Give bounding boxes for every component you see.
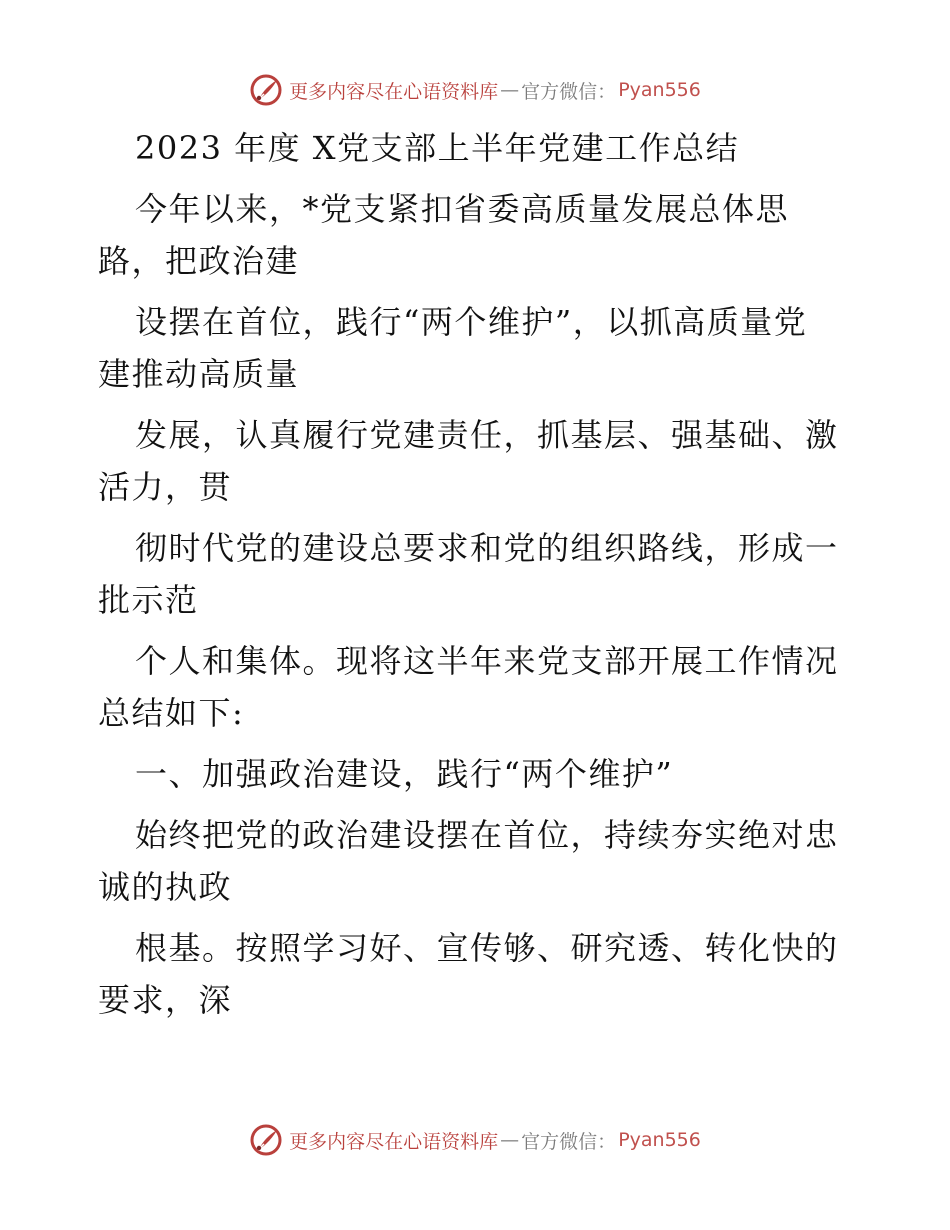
document-title: 2023 年度 X党支部上半年党建工作总结	[135, 129, 740, 167]
paragraph-line: 批示范	[98, 581, 199, 619]
paragraph-line: 建推动高质量	[98, 355, 300, 393]
paragraph-line: 路，把政治建	[98, 242, 300, 280]
paragraph-line: 根基。按照学习好、宣传够、研究透、转化快的	[135, 929, 839, 967]
footer-watermark	[0, 1120, 950, 1160]
watermark-wechat-label: 官方微信：	[521, 1130, 617, 1153]
header-watermark	[0, 70, 950, 110]
document-body	[98, 122, 854, 1026]
paragraph-line: 要求，深	[98, 981, 233, 1019]
paragraph-line: 发展，认真履行党建责任，抓基层、强基础、激	[135, 416, 839, 454]
paragraph-line: 个人和集体。现将这半年来党支部开展工作情况	[135, 642, 839, 680]
watermark-wechat-id: Pyan556	[618, 1129, 701, 1151]
paragraph-line: 活力，贯	[98, 468, 233, 506]
paragraph-line: 设摆在首位，践行“两个维护”，以抓高质量党	[135, 303, 808, 341]
watermark-dash: —	[500, 1129, 520, 1151]
feather-pen-logo-icon	[249, 73, 283, 107]
watermark-dash: —	[500, 79, 520, 101]
watermark-wechat-id: Pyan556	[618, 79, 701, 101]
paragraph-line: 诚的执政	[98, 868, 233, 906]
watermark-site-text: 更多内容尽在心语资料库	[289, 1130, 499, 1153]
paragraph-line: 总结如下:	[98, 694, 245, 732]
paragraph-line: 彻时代党的建设总要求和党的组织路线，形成一	[135, 529, 839, 567]
section-heading: 一、加强政治建设，践行“两个维护”	[135, 755, 674, 793]
watermark-wechat-label: 官方微信：	[521, 80, 617, 103]
watermark-site-text: 更多内容尽在心语资料库	[289, 80, 499, 103]
paragraph-line: 始终把党的政治建设摆在首位，持续夯实绝对忠	[135, 816, 839, 854]
paragraph-line: 今年以来，*党支紧扣省委高质量发展总体思	[135, 190, 790, 228]
feather-pen-logo-icon	[249, 1123, 283, 1157]
